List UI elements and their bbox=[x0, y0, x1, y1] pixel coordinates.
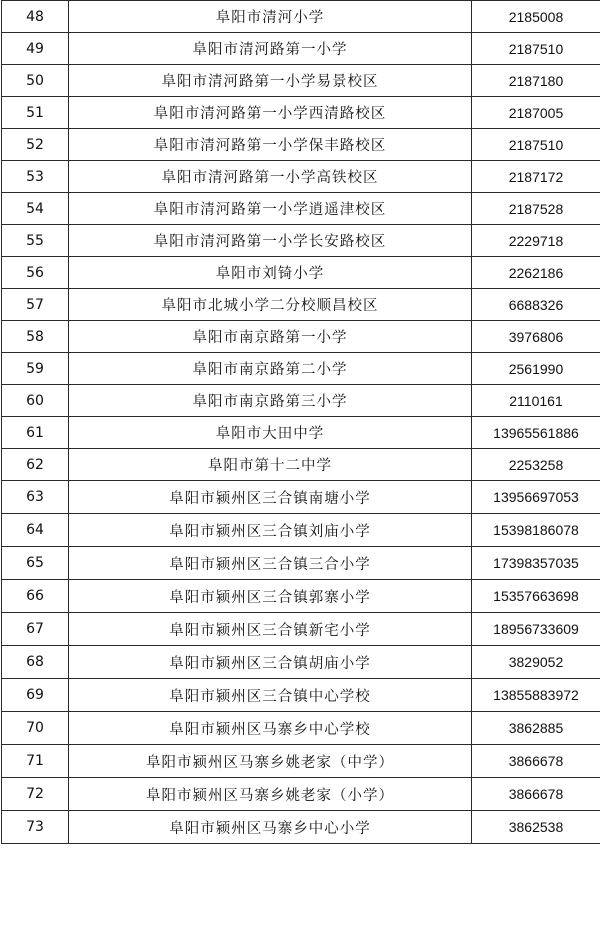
row-number: 68 bbox=[2, 646, 69, 679]
table-row bbox=[2, 385, 600, 417]
phone-number: 2187180 bbox=[472, 65, 600, 97]
phone-number: 2187510 bbox=[472, 33, 600, 65]
table-row bbox=[2, 580, 600, 613]
row-number: 58 bbox=[2, 321, 69, 353]
table-row bbox=[2, 33, 600, 65]
phone-number: 13965561886 bbox=[472, 417, 600, 449]
row-number: 62 bbox=[2, 449, 69, 481]
row-number: 59 bbox=[2, 353, 69, 385]
table-row bbox=[2, 289, 600, 321]
phone-number: 2110161 bbox=[472, 385, 600, 417]
row-number: 60 bbox=[2, 385, 69, 417]
table-row bbox=[2, 646, 600, 679]
row-number: 69 bbox=[2, 679, 69, 712]
phone-number: 3862538 bbox=[472, 811, 600, 844]
table-row bbox=[2, 193, 600, 225]
phone-number: 2187172 bbox=[472, 161, 600, 193]
phone-number: 3866678 bbox=[472, 778, 600, 811]
table-row bbox=[2, 161, 600, 193]
school-name: 阜阳市南京路第三小学 bbox=[69, 385, 472, 417]
phone-number: 2187528 bbox=[472, 193, 600, 225]
phone-number: 3866678 bbox=[472, 745, 600, 778]
school-phone-table-page bbox=[1, 0, 599, 923]
row-number: 50 bbox=[2, 65, 69, 97]
phone-number: 2187510 bbox=[472, 129, 600, 161]
table-row bbox=[2, 547, 600, 580]
row-number: 65 bbox=[2, 547, 69, 580]
school-name: 阜阳市刘锜小学 bbox=[69, 257, 472, 289]
phone-number: 2187005 bbox=[472, 97, 600, 129]
table-row bbox=[2, 225, 600, 257]
school-name: 阜阳市颍州区马寨乡中心学校 bbox=[69, 712, 472, 745]
table-body bbox=[2, 1, 600, 844]
school-phone-table bbox=[1, 0, 600, 844]
school-name: 阜阳市颍州区三合镇三合小学 bbox=[69, 547, 472, 580]
phone-number: 2262186 bbox=[472, 257, 600, 289]
table-row bbox=[2, 257, 600, 289]
table-row bbox=[2, 1, 600, 33]
school-name: 阜阳市南京路第二小学 bbox=[69, 353, 472, 385]
school-name: 阜阳市大田中学 bbox=[69, 417, 472, 449]
row-number: 51 bbox=[2, 97, 69, 129]
phone-number: 2561990 bbox=[472, 353, 600, 385]
table-row bbox=[2, 417, 600, 449]
school-name: 阜阳市颍州区马寨乡姚老家（中学） bbox=[69, 745, 472, 778]
row-number: 70 bbox=[2, 712, 69, 745]
school-name: 阜阳市颍州区三合镇郭寨小学 bbox=[69, 580, 472, 613]
phone-number: 17398357035 bbox=[472, 547, 600, 580]
school-name: 阜阳市清河路第一小学西清路校区 bbox=[69, 97, 472, 129]
row-number: 67 bbox=[2, 613, 69, 646]
school-name: 阜阳市清河路第一小学保丰路校区 bbox=[69, 129, 472, 161]
row-number: 54 bbox=[2, 193, 69, 225]
row-number: 53 bbox=[2, 161, 69, 193]
phone-number: 2253258 bbox=[472, 449, 600, 481]
phone-number: 18956733609 bbox=[472, 613, 600, 646]
school-name: 阜阳市清河路第一小学长安路校区 bbox=[69, 225, 472, 257]
row-number: 57 bbox=[2, 289, 69, 321]
phone-number: 2185008 bbox=[472, 1, 600, 33]
phone-number: 3976806 bbox=[472, 321, 600, 353]
school-name: 阜阳市颍州区三合镇南塘小学 bbox=[69, 481, 472, 514]
phone-number: 6688326 bbox=[472, 289, 600, 321]
row-number: 66 bbox=[2, 580, 69, 613]
row-number: 48 bbox=[2, 1, 69, 33]
school-name: 阜阳市清河路第一小学逍遥津校区 bbox=[69, 193, 472, 225]
table-row bbox=[2, 481, 600, 514]
school-name: 阜阳市清河路第一小学高铁校区 bbox=[69, 161, 472, 193]
phone-number: 3862885 bbox=[472, 712, 600, 745]
table-row bbox=[2, 321, 600, 353]
school-name: 阜阳市北城小学二分校顺昌校区 bbox=[69, 289, 472, 321]
phone-number: 13855883972 bbox=[472, 679, 600, 712]
phone-number: 2229718 bbox=[472, 225, 600, 257]
table-row bbox=[2, 712, 600, 745]
table-row bbox=[2, 65, 600, 97]
table-row bbox=[2, 745, 600, 778]
row-number: 72 bbox=[2, 778, 69, 811]
row-number: 73 bbox=[2, 811, 69, 844]
phone-number: 15357663698 bbox=[472, 580, 600, 613]
school-name: 阜阳市颍州区三合镇胡庙小学 bbox=[69, 646, 472, 679]
table-row bbox=[2, 613, 600, 646]
school-name: 阜阳市颍州区三合镇中心学校 bbox=[69, 679, 472, 712]
row-number: 63 bbox=[2, 481, 69, 514]
table-row bbox=[2, 353, 600, 385]
table-row bbox=[2, 97, 600, 129]
phone-number: 13956697053 bbox=[472, 481, 600, 514]
row-number: 64 bbox=[2, 514, 69, 547]
table-row bbox=[2, 778, 600, 811]
row-number: 49 bbox=[2, 33, 69, 65]
row-number: 55 bbox=[2, 225, 69, 257]
phone-number: 3829052 bbox=[472, 646, 600, 679]
row-number: 52 bbox=[2, 129, 69, 161]
school-name: 阜阳市颍州区马寨乡中心小学 bbox=[69, 811, 472, 844]
table-row bbox=[2, 514, 600, 547]
row-number: 61 bbox=[2, 417, 69, 449]
phone-number: 15398186078 bbox=[472, 514, 600, 547]
school-name: 阜阳市第十二中学 bbox=[69, 449, 472, 481]
school-name: 阜阳市南京路第一小学 bbox=[69, 321, 472, 353]
row-number: 56 bbox=[2, 257, 69, 289]
school-name: 阜阳市颍州区三合镇刘庙小学 bbox=[69, 514, 472, 547]
row-number: 71 bbox=[2, 745, 69, 778]
school-name: 阜阳市清河小学 bbox=[69, 1, 472, 33]
table-row bbox=[2, 129, 600, 161]
school-name: 阜阳市颍州区马寨乡姚老家（小学） bbox=[69, 778, 472, 811]
table-row bbox=[2, 679, 600, 712]
school-name: 阜阳市清河路第一小学 bbox=[69, 33, 472, 65]
school-name: 阜阳市颍州区三合镇新宅小学 bbox=[69, 613, 472, 646]
school-name: 阜阳市清河路第一小学易景校区 bbox=[69, 65, 472, 97]
table-row bbox=[2, 811, 600, 844]
table-row bbox=[2, 449, 600, 481]
